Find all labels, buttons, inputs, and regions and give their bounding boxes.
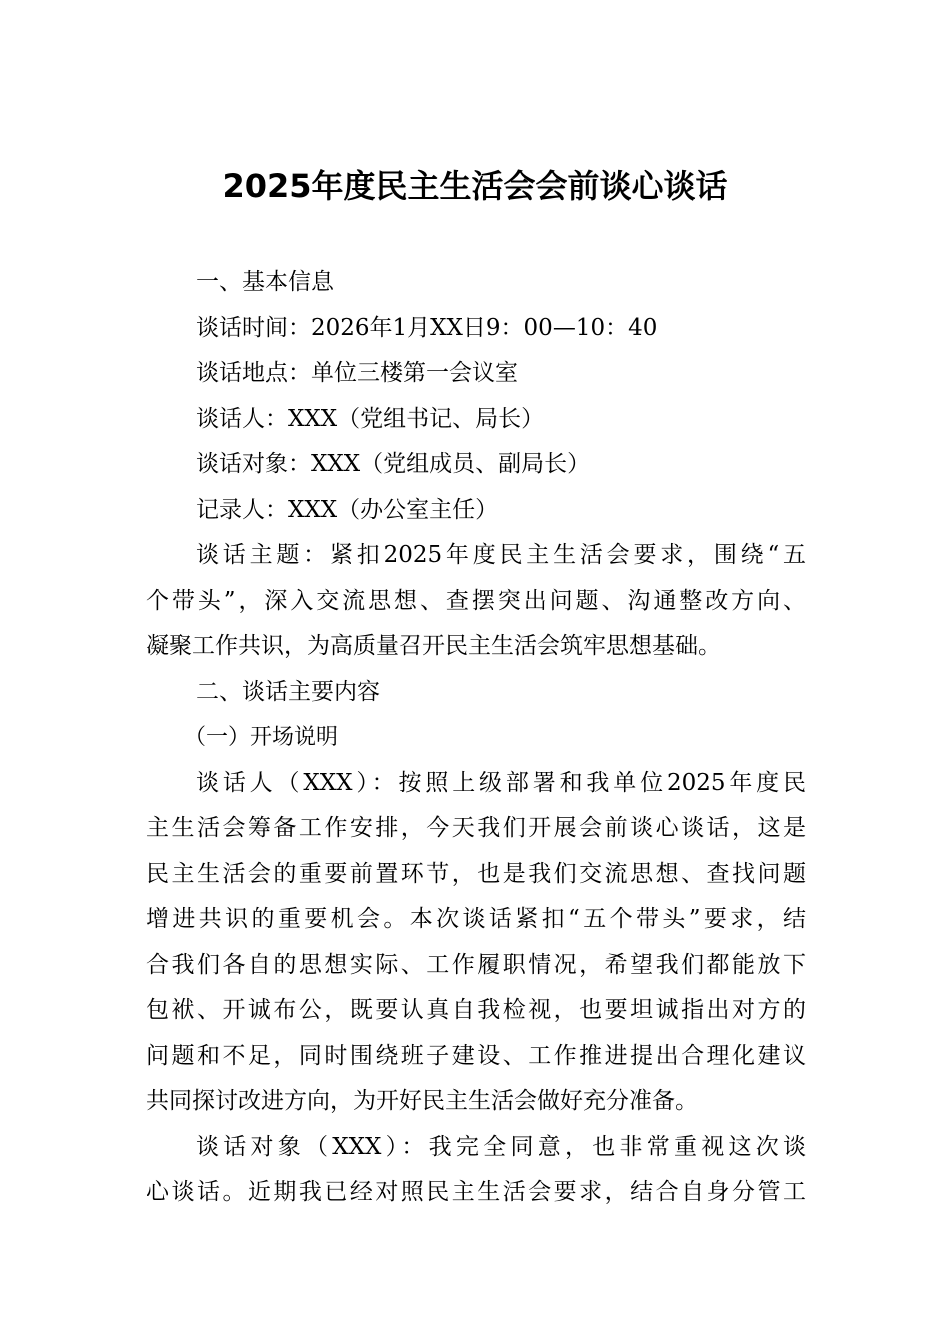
paragraph-line: 包袱、开诚布公，既要认真自我检视，也要坦诚指出对方的 xyxy=(146,997,806,1023)
section-heading-main-content: 二、谈话主要内容 xyxy=(196,678,380,705)
paragraph-line: 共同探讨改进方向，为开好民主生活会做好充分准备。 xyxy=(146,1088,698,1114)
paragraph-line: 心谈话。近期我已经对照民主生活会要求，结合自身分管工 xyxy=(146,1179,806,1205)
paragraph-line: 谈话对象（XXX）：我完全同意，也非常重视这次谈 xyxy=(196,1133,806,1160)
talk-place: 谈话地点：单位三楼第一会议室 xyxy=(196,360,518,386)
talk-theme-line: 个带头”，深入交流思想、查摆突出问题、沟通整改方向、 xyxy=(146,587,806,614)
paragraph-line: 主生活会筹备工作安排，今天我们开展会前谈心谈话，这是 xyxy=(146,815,806,841)
talk-target: 谈话对象：XXX（党组成员、副局长） xyxy=(196,451,591,477)
paragraph-line: 民主生活会的重要前置环节，也是我们交流思想、查找问题 xyxy=(146,860,806,887)
document-title: 2025年度民主生活会会前谈心谈话 xyxy=(222,167,728,205)
section-heading-basic-info: 一、基本信息 xyxy=(196,269,334,295)
paragraph-line: 增进共识的重要机会。本次谈话紧扣“五个带头”要求，结 xyxy=(146,906,806,932)
paragraph-line: 合我们各自的思想实际、工作履职情况，希望我们都能放下 xyxy=(146,951,806,978)
paragraph-line: 谈话人（XXX）：按照上级部署和我单位2025年度民 xyxy=(196,769,806,796)
talk-time: 谈话时间：2026年1月XX日9：00—10：40 xyxy=(196,314,658,341)
subsection-heading-opening: （一）开场说明 xyxy=(184,725,339,750)
talk-speaker: 谈话人：XXX（党组书记、局长） xyxy=(196,405,545,432)
paragraph-line: 问题和不足，同时围绕班子建设、工作推进提出合理化建议 xyxy=(146,1042,806,1069)
talk-theme-line: 凝聚工作共识，为高质量召开民主生活会筑牢思想基础。 xyxy=(146,633,721,659)
talk-theme-line: 谈话主题：紧扣2025年度民主生活会要求，围绕“五 xyxy=(196,542,806,568)
talk-recorder: 记录人：XXX（办公室主任） xyxy=(196,496,499,523)
document-body xyxy=(146,260,806,1216)
